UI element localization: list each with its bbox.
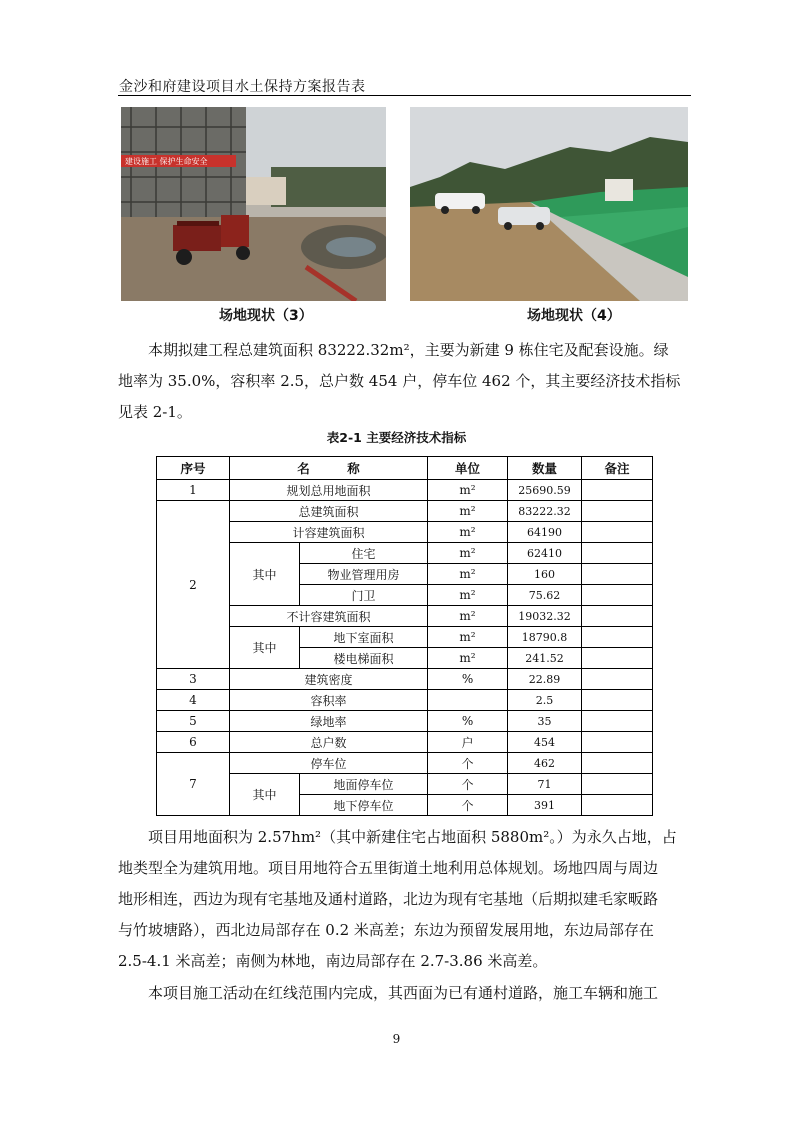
cell-remark [582, 543, 653, 564]
cell-sub-name: 物业管理用房 [300, 564, 428, 585]
cell-sub-name: 楼电梯面积 [300, 648, 428, 669]
cell-value: 71 [508, 774, 582, 795]
cell-unit: m² [428, 627, 508, 648]
cell-sub-name: 门卫 [300, 585, 428, 606]
cell-remark [582, 522, 653, 543]
cell-unit: 个 [428, 753, 508, 774]
table-row [157, 501, 653, 522]
cell-sub-name: 住宅 [300, 543, 428, 564]
cell-unit: 个 [428, 774, 508, 795]
photo-caption-3: 场地现状（3） [219, 308, 313, 324]
cell-remark [582, 606, 653, 627]
cell-remark [582, 480, 653, 501]
page-number: 9 [392, 1032, 401, 1046]
cell-value: 160 [508, 564, 582, 585]
col-header-value: 数量 [508, 457, 582, 480]
col-header-name: 名 称 [230, 457, 428, 480]
table-row [157, 690, 653, 711]
table-row [157, 480, 653, 501]
cell-value: 22.89 [508, 669, 582, 690]
cell-remark [582, 585, 653, 606]
cell-no: 1 [157, 480, 230, 501]
cell-unit: m² [428, 564, 508, 585]
cell-no: 7 [157, 753, 230, 816]
cell-sub-label: 其中 [230, 774, 300, 816]
cell-remark [582, 564, 653, 585]
cell-remark [582, 774, 653, 795]
cell-unit: m² [428, 648, 508, 669]
table-row [157, 669, 653, 690]
cell-no: 6 [157, 732, 230, 753]
paragraph-line: 本期拟建工程总建筑面积 83222.32m²，主要为新建 9 栋住宅及配套设施。绿 [148, 341, 669, 359]
cell-value: 83222.32 [508, 501, 582, 522]
cell-sub-name: 地下室面积 [300, 627, 428, 648]
table-title: 表2-1 主要经济技术指标 [326, 430, 467, 445]
cell-remark [582, 795, 653, 816]
cell-value: 462 [508, 753, 582, 774]
cell-no: 3 [157, 669, 230, 690]
cell-name: 建筑密度 [230, 669, 428, 690]
cell-value: 19032.32 [508, 606, 582, 627]
paragraph-line: 地形相连，西边为现有宅基地及通村道路，北边为现有宅基地（后期拟建毛家畈路 [118, 890, 659, 908]
cell-remark [582, 711, 653, 732]
cell-sub-name: 地面停车位 [300, 774, 428, 795]
cell-name: 计容建筑面积 [230, 522, 428, 543]
site-photo-4 [410, 107, 688, 301]
table-row [157, 753, 653, 774]
cell-no: 5 [157, 711, 230, 732]
table-row [157, 774, 653, 795]
paragraph-line: 地类型全为建筑用地。项目用地符合五里街道土地利用总体规划。场地四周与周边 [118, 859, 659, 877]
col-header-no: 序号 [157, 457, 230, 480]
cell-remark [582, 732, 653, 753]
cell-unit: m² [428, 606, 508, 627]
cell-unit: 个 [428, 795, 508, 816]
cell-unit: m² [428, 585, 508, 606]
cell-unit: m² [428, 543, 508, 564]
cell-name: 容积率 [230, 690, 428, 711]
cell-unit: m² [428, 501, 508, 522]
cell-no: 2 [157, 501, 230, 669]
cell-remark [582, 753, 653, 774]
cell-name: 总户数 [230, 732, 428, 753]
table-row [157, 627, 653, 648]
cell-value: 241.52 [508, 648, 582, 669]
cell-name: 停车位 [230, 753, 428, 774]
table-row [157, 711, 653, 732]
paragraph-line: 地率为 35.0%，容积率 2.5，总户数 454 户，停车位 462 个，其主要经济技术指标 [118, 372, 681, 390]
cell-no: 4 [157, 690, 230, 711]
cell-unit [428, 690, 508, 711]
cell-name: 不计容建筑面积 [230, 606, 428, 627]
table-row [157, 522, 653, 543]
indicators-table [156, 456, 653, 816]
site-banner-text: 建设施工 保护生命安全 [125, 157, 208, 166]
cell-name: 总建筑面积 [230, 501, 428, 522]
cell-remark [582, 690, 653, 711]
paragraph-line: 项目用地面积为 2.57hm²（其中新建住宅占地面积 5880m²。）为永久占地，占 [148, 828, 677, 846]
col-header-unit: 单位 [428, 457, 508, 480]
cell-unit: % [428, 669, 508, 690]
cell-remark [582, 669, 653, 690]
cell-sub-name: 地下停车位 [300, 795, 428, 816]
cell-value: 2.5 [508, 690, 582, 711]
table-row [157, 543, 653, 564]
site-photo-3 [121, 107, 386, 301]
cell-value: 18790.8 [508, 627, 582, 648]
table-header-row [157, 457, 653, 480]
cell-unit: 户 [428, 732, 508, 753]
cell-value: 454 [508, 732, 582, 753]
table-row [157, 606, 653, 627]
cell-value: 75.62 [508, 585, 582, 606]
table-row [157, 732, 653, 753]
header-divider [118, 95, 691, 96]
paragraph-overview [118, 335, 691, 428]
cell-value: 62410 [508, 543, 582, 564]
paragraph-land-use [118, 822, 691, 977]
photo-caption-4: 场地现状（4） [527, 308, 621, 324]
cell-unit: % [428, 711, 508, 732]
cell-sub-label: 其中 [230, 627, 300, 669]
paragraph-line: 见表 2-1。 [118, 403, 192, 421]
cell-value: 35 [508, 711, 582, 732]
paragraph-line: 本项目施工活动在红线范围内完成，其西面为已有通村道路，施工车辆和施工 [148, 984, 659, 1002]
cell-sub-label: 其中 [230, 543, 300, 606]
cell-unit: m² [428, 522, 508, 543]
cell-name: 规划总用地面积 [230, 480, 428, 501]
cell-remark [582, 627, 653, 648]
cell-remark [582, 501, 653, 522]
cell-value: 64190 [508, 522, 582, 543]
cell-value: 25690.59 [508, 480, 582, 501]
paragraph-line: 2.5-4.1 米高差；南侧为林地，南边局部存在 2.7-3.86 米高差。 [118, 952, 548, 970]
paragraph-construction [118, 978, 691, 1009]
document-header: 金沙和府建设项目水土保持方案报告表 [119, 79, 366, 95]
col-header-remark: 备注 [582, 457, 653, 480]
cell-name: 绿地率 [230, 711, 428, 732]
cell-value: 391 [508, 795, 582, 816]
cell-remark [582, 648, 653, 669]
paragraph-line: 与竹坡塘路），西北边局部存在 0.2 米高差；东边为预留发展用地，东边局部存在 [118, 921, 654, 939]
cell-unit: m² [428, 480, 508, 501]
